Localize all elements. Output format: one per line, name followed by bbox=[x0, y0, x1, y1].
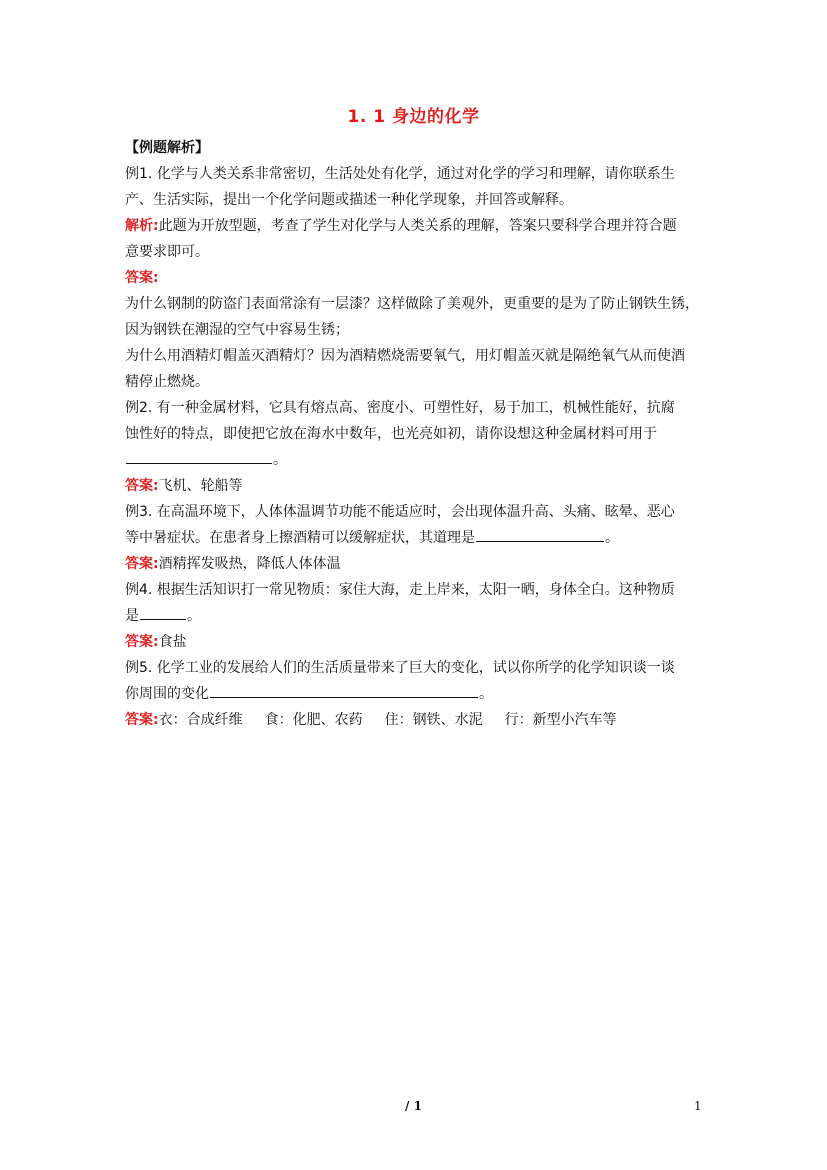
answer-part-clothing: 衣：合成纤维 bbox=[158, 712, 243, 728]
answer-label: 答案: bbox=[125, 478, 159, 494]
example-1-answer-line-1: 为什么钢制的防盗门表面常涂有一层漆？这样做除了美观外，更重要的是为了防止钢铁生锈， bbox=[125, 296, 699, 312]
answer-blank bbox=[126, 449, 272, 464]
example-1-answer-line-2: 因为钢铁在潮湿的空气中容易生锈； bbox=[125, 322, 349, 338]
analysis-text: 此题为开放型题，考查了学生对化学与人类关系的理解，答案只要科学合理并符合题 bbox=[158, 218, 677, 234]
answer-part-food: 食：化肥、农药 bbox=[264, 712, 363, 728]
answer-label: 答案: bbox=[125, 634, 159, 650]
answer-blank bbox=[476, 527, 604, 542]
example-3-line-2 bbox=[125, 525, 710, 551]
example-4-line-2 bbox=[125, 603, 710, 629]
example-4-line-2-end: 。 bbox=[187, 608, 201, 624]
answer-part-transport: 行：新型小汽车等 bbox=[504, 712, 617, 728]
document-body bbox=[125, 135, 710, 733]
answer-blank bbox=[210, 683, 478, 698]
example-2-line-3-end: 。 bbox=[273, 452, 287, 468]
answer-part-housing: 住：钢铁、水泥 bbox=[384, 712, 483, 728]
example-4-line-1: 例4. 根据生活知识打一常见物质：家住大海，走上岸来，太阳一晒，身体全白。这种物质 bbox=[125, 582, 675, 598]
example-5-answer bbox=[125, 707, 710, 733]
analysis-label: 解析: bbox=[125, 218, 159, 234]
example-2-answer bbox=[125, 473, 710, 499]
example-2-line-3 bbox=[125, 447, 710, 473]
example-3-line-2-text: 等中暑症状。在患者身上擦酒精可以缓解症状，其道理是 bbox=[125, 530, 475, 546]
example-1-analysis-line-2: 意要求即可。 bbox=[125, 244, 209, 260]
example-5-line-2-text: 你周围的变化 bbox=[125, 686, 209, 702]
answer-label: 答案: bbox=[125, 556, 159, 572]
answer-text: 酒精挥发吸热，降低人体体温 bbox=[158, 556, 341, 572]
page-footer-total: / 1 bbox=[405, 1099, 422, 1113]
example-2-line-1: 例2. 有一种金属材料，它具有熔点高、密度小、可塑性好，易于加工，机械性能好，抗腐 bbox=[125, 400, 675, 416]
example-5-line-1: 例5. 化学工业的发展给人们的生活质量带来了巨大的变化，试以你所学的化学知识谈一谈 bbox=[125, 660, 675, 676]
example-3-line-2-end: 。 bbox=[605, 530, 619, 546]
example-1-answer-line-3: 为什么用酒精灯帽盖灭酒精灯？因为酒精燃烧需要氧气，用灯帽盖灭就是隔绝氧气从而使酒 bbox=[125, 348, 685, 364]
example-4-answer bbox=[125, 629, 710, 655]
example-1-line-1: 例1. 化学与人类关系非常密切，生活处处有化学，通过对化学的学习和理解，请你联系生 bbox=[125, 166, 675, 182]
answer-label: 答案: bbox=[125, 712, 159, 728]
example-1-line-2: 产、生活实际，提出一个化学问题或描述一种化学现象，并回答或解释。 bbox=[125, 192, 573, 208]
example-2-line-2: 蚀性好的特点，即使把它放在海水中数年，也光亮如初，请你设想这种金属材料可用于 bbox=[125, 426, 657, 442]
answer-text: 飞机、轮船等 bbox=[158, 478, 243, 494]
answer-blank bbox=[140, 605, 186, 620]
answer-label: 答案: bbox=[125, 270, 159, 286]
answer-text: 食盐 bbox=[158, 634, 187, 650]
example-5-line-2 bbox=[125, 681, 710, 707]
example-1-answer-label-line bbox=[125, 265, 710, 291]
example-3-answer bbox=[125, 551, 710, 577]
page-number: 1 bbox=[694, 1099, 702, 1113]
page-title: 1. 1 身边的化学 bbox=[347, 107, 480, 127]
example-1-analysis-line-1 bbox=[125, 213, 710, 239]
example-4-line-2-text: 是 bbox=[125, 608, 139, 624]
section-heading: 【例题解析】 bbox=[125, 140, 209, 156]
example-1-answer-line-4: 精停止燃烧。 bbox=[125, 374, 209, 390]
example-3-line-1: 例3. 在高温环境下，人体体温调节功能不能适应时，会出现体温升高、头痛、眩晕、恶心 bbox=[125, 504, 675, 520]
example-5-line-2-end: 。 bbox=[479, 686, 493, 702]
